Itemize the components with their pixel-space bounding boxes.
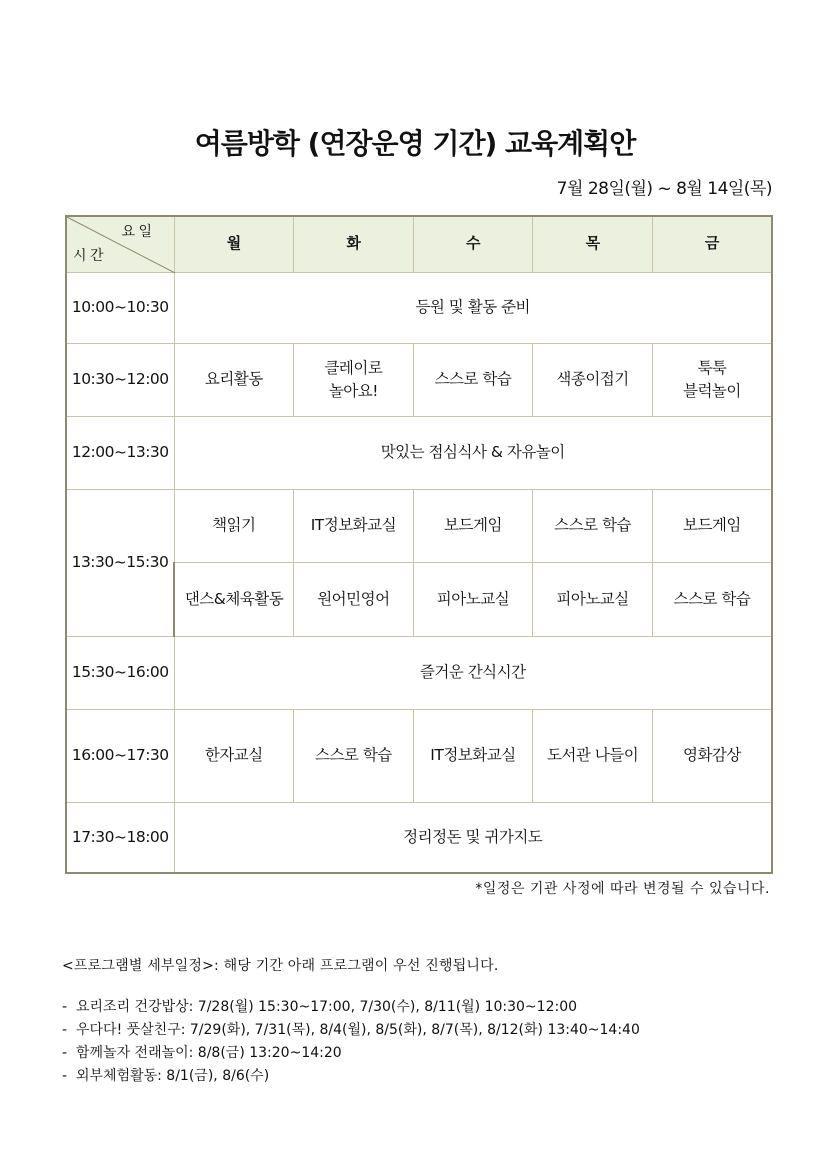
activity-cell: 피아노교실: [413, 562, 533, 636]
time-cell: 12:00~13:30: [66, 416, 174, 489]
activity-cell: 툭툭 블럭놀이: [652, 343, 772, 416]
activity-cell: 색종이접기: [533, 343, 653, 416]
activity-cell: 댄스&체육활동: [174, 562, 294, 636]
header-row: [66, 216, 772, 272]
time-cell: 15:30~16:00: [66, 636, 174, 709]
activity-cell: 정리정돈 및 귀가지도: [174, 802, 772, 873]
activity-cell: 스스로 학습: [652, 562, 772, 636]
program-item-text: 우다다! 풋살친구: 7/29(화), 7/31(목), 8/4(월), 8/5(화), 8/7(목), 8/12(화) 13:40~14:40: [76, 1022, 640, 1038]
activity-cell: 원어민영어: [294, 562, 414, 636]
list-item: - 함께놀자 전래놀이: 8/8(금) 13:20~14:20: [62, 1045, 342, 1061]
time-cell: 10:30~12:00: [66, 343, 174, 416]
activity-cell: 맛있는 점심식사 & 자유놀이: [174, 416, 772, 489]
list-item: - 외부체험활동: 8/1(금), 8/6(수): [62, 1068, 270, 1084]
time-cell: 17:30~18:00: [66, 802, 174, 873]
activity-cell: 도서관 나들이: [533, 709, 653, 802]
activity-cell: 클레이로 놀아요!: [294, 343, 414, 416]
activity-cell: 보드게임: [652, 489, 772, 562]
day-header-mon: 월: [174, 216, 294, 272]
activity-cell: 스스로 학습: [533, 489, 653, 562]
activity-cell: 책읽기: [174, 489, 294, 562]
activity-cell: 스스로 학습: [294, 709, 414, 802]
date-range: 7월 28일(월) ~ 8월 14일(목): [556, 179, 772, 199]
program-list: [62, 996, 640, 1088]
corner-day-label: 요 일: [121, 224, 152, 240]
list-item: - 요리조리 건강밥상: 7/28(월) 15:30~17:00, 7/30(수), 8/11(월) 10:30~12:00: [62, 999, 578, 1015]
activity-cell: 등원 및 활동 준비: [174, 272, 772, 343]
page-title: 여름방학 (연장운영 기간) 교육계획안: [194, 127, 636, 160]
day-header-fri: 금: [652, 216, 772, 272]
day-header-tue: 화: [294, 216, 414, 272]
schedule-table: [65, 215, 773, 874]
corner-header: [66, 216, 174, 272]
program-heading: <프로그램별 세부일정>: 해당 기간 아래 프로그램이 우선 진행됩니다.: [62, 958, 499, 974]
day-header-thu: 목: [533, 216, 653, 272]
table-row: [66, 272, 772, 343]
table-row: [66, 489, 772, 562]
time-cell: 13:30~15:30: [66, 489, 174, 636]
activity-cell: 피아노교실: [533, 562, 653, 636]
schedule-note: *일정은 기관 사정에 따라 변경될 수 있습니다.: [475, 881, 770, 897]
table-row: [66, 343, 772, 416]
activity-cell: 한자교실: [174, 709, 294, 802]
activity-cell: 즐거운 간식시간: [174, 636, 772, 709]
table-row: [66, 416, 772, 489]
day-header-wed: 수: [413, 216, 533, 272]
program-item-text: 요리조리 건강밥상: 7/28(월) 15:30~17:00, 7/30(수), 8/11(월) 10:30~12:00: [76, 999, 578, 1015]
activity-cell: 요리활동: [174, 343, 294, 416]
time-cell: 16:00~17:30: [66, 709, 174, 802]
corner-time-label: 시 간: [73, 248, 103, 265]
time-cell: 10:00~10:30: [66, 272, 174, 343]
program-item-text: 함께놀자 전래놀이: 8/8(금) 13:20~14:20: [76, 1045, 342, 1061]
table-row: [66, 636, 772, 709]
table-row: [66, 709, 772, 802]
activity-cell: 보드게임: [413, 489, 533, 562]
list-item: - 우다다! 풋살친구: 7/29(화), 7/31(목), 8/4(월), 8/5(화), 8/7(목), 8/12(화) 13:40~14:40: [62, 1022, 640, 1038]
activity-cell: IT정보화교실: [413, 709, 533, 802]
activity-cell: IT정보화교실: [294, 489, 414, 562]
program-item-text: 외부체험활동: 8/1(금), 8/6(수): [76, 1068, 270, 1084]
activity-cell: 영화감상: [652, 709, 772, 802]
activity-cell: 스스로 학습: [413, 343, 533, 416]
table-row: [66, 802, 772, 873]
